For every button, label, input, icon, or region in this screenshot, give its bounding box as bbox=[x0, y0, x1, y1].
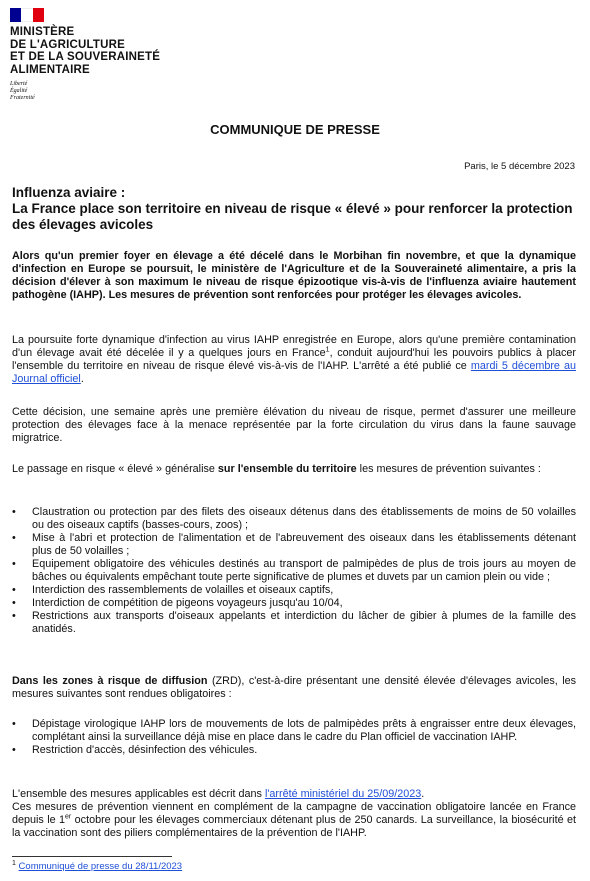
ministry-line: DE L'AGRICULTURE bbox=[10, 38, 125, 51]
ministry-line: ET DE LA SOUVERAINETÉ bbox=[10, 51, 161, 63]
headline-topic: Influenza aviaire : bbox=[12, 185, 126, 200]
text-run: L'ensemble des mesures applicables est décrit dans bbox=[12, 788, 265, 800]
motto-line: Liberté bbox=[10, 81, 28, 87]
list-item: • Restrictions aux transports d'oiseaux appelants et interdiction du lâcher de gibier à plumes de la famille des anatidés. bbox=[12, 610, 576, 636]
list-item: • Interdiction des rassemblements de volailles et oiseaux captifs, bbox=[12, 584, 576, 597]
journal-officiel-link[interactable]: mardi 5 décembre au Journal officiel bbox=[12, 360, 576, 385]
flag-blue bbox=[10, 8, 21, 22]
footnote-divider bbox=[12, 856, 172, 857]
text-run: octobre pour les élevages commerciaux détenant plus de 250 canards. La surveillance, la biosécurité et la vaccination sont des piliers complémentaires de la prévention de l'IAHP. bbox=[12, 814, 576, 839]
ministry-name bbox=[10, 26, 210, 76]
headline bbox=[12, 185, 578, 233]
paragraph-zrd bbox=[12, 675, 576, 701]
lead-paragraph: Alors qu'un premier foyer en élevage a été décelé dans le Morbihan fin novembre, et que la dynamique d'infection en Europe se poursuit, le ministère de l'Agriculture et de la Souveraineté alimentaire, a pris la décision d'élever à son maximum le niveau de risque épizootique vis-à-vis de l'influenza aviaire hautement pathogène (IAHP). Les mesures de prévention sont renforcées pour protéger les élevages avicoles. bbox=[12, 250, 576, 301]
list-item: • Claustration ou protection par des filets des oiseaux détenus dans des établissements de moins de 50 volailles ou des oiseaux captifs (basses-cours, zoos) ; bbox=[12, 506, 576, 532]
paragraph-measures-intro bbox=[12, 463, 576, 476]
zrd-measures-list bbox=[12, 718, 576, 757]
text-run: La poursuite forte dynamique d'infection au virus IAHP enregistrée en Europe, alors qu'une première contamination d'un élevage avait été décelée il y a quelques jours en France bbox=[12, 334, 576, 359]
footnote-ref[interactable]: 1 bbox=[325, 346, 330, 354]
ministry-line: MINISTÈRE bbox=[10, 26, 75, 38]
republic-motto bbox=[10, 81, 210, 102]
ministry-logo bbox=[10, 8, 210, 102]
dateline: Paris, le 5 décembre 2023 bbox=[464, 161, 575, 172]
headline-main: La France place son territoire en niveau de risque « élevé » pour renforcer la protection des élevages avicoles bbox=[12, 201, 573, 232]
text-run: les mesures de prévention suivantes : bbox=[356, 463, 541, 475]
motto-line: Fraternité bbox=[10, 95, 35, 101]
arrete-ministeriel-link[interactable]: l'arrêté ministériel du 25/09/2023 bbox=[264, 788, 422, 800]
text-run: (ZRD), c'est-à-dire présentant une densité élevée d'élevages avicoles, les mesures suivantes sont rendues obligatoires : bbox=[12, 675, 577, 700]
motto-line: Égalité bbox=[10, 88, 28, 94]
ministry-line: ALIMENTAIRE bbox=[10, 63, 90, 76]
text-bold: sur l'ensemble du territoire bbox=[217, 463, 357, 475]
footnote bbox=[12, 861, 182, 872]
ordinal-suffix: er bbox=[65, 813, 72, 821]
paragraph-vaccination bbox=[12, 801, 576, 840]
marianne-flag-icon bbox=[10, 8, 44, 22]
text-run: , conduit aujourd'hui les pouvoirs publics à placer l'ensemble du territoire en niveau de risque élevé vis-à-vis de l'IAHP. L'arrêté a été publié ce bbox=[12, 347, 576, 372]
list-item: • Interdiction de compétition de pigeons voyageurs jusqu'au 10/04, bbox=[12, 597, 576, 610]
text-run: Ces mesures de prévention viennent en complément de la campagne de vaccination obligatoire lancée en France depuis le 1 bbox=[12, 801, 576, 826]
paragraph-decision: Cette décision, une semaine après une première élévation du niveau de risque, permet d'assurer une meilleure protection des élevages face à la menace représentée par la forte circulation du virus dans la faune sauvage migratrice. bbox=[12, 406, 576, 444]
list-item: • Dépistage virologique IAHP lors de mouvements de lots de palmipèdes prêts à engraisser entre deux élevages, complétant ainsi la surveillance déjà mise en place dans le cadre du Plan officiel de vaccination IAHP. bbox=[12, 718, 576, 744]
press-release-title: COMMUNIQUE DE PRESSE bbox=[210, 122, 380, 137]
footnote-link[interactable]: Communiqué de presse du 28/11/2023 bbox=[18, 861, 183, 872]
list-item: • Equipement obligatoire des véhicules destinés au transport de palmipèdes de plus de trois jours au moyen de bâches ou équivalents empêchant toute perte significative de plumes et duvets par un camion plein ou vide ; bbox=[12, 558, 576, 584]
text-bold: Dans les zones à risque de diffusion bbox=[12, 675, 208, 687]
paragraph-arrete bbox=[12, 788, 576, 801]
footnote-number: 1 bbox=[12, 859, 16, 867]
paragraph-context bbox=[12, 334, 576, 386]
flag-red bbox=[33, 8, 44, 22]
text-run: . bbox=[421, 788, 425, 800]
flag-white bbox=[21, 8, 32, 22]
list-item: • Restriction d'accès, désinfection des véhicules. bbox=[12, 744, 576, 757]
measures-list bbox=[12, 506, 576, 636]
text-run: . bbox=[80, 373, 84, 385]
list-item: • Mise à l'abri et protection de l'alimentation et de l'abreuvement des oiseaux dans les établissements détenant plus de 50 volailles ; bbox=[12, 532, 576, 558]
text-run: Le passage en risque « élevé » généralise bbox=[12, 463, 218, 475]
